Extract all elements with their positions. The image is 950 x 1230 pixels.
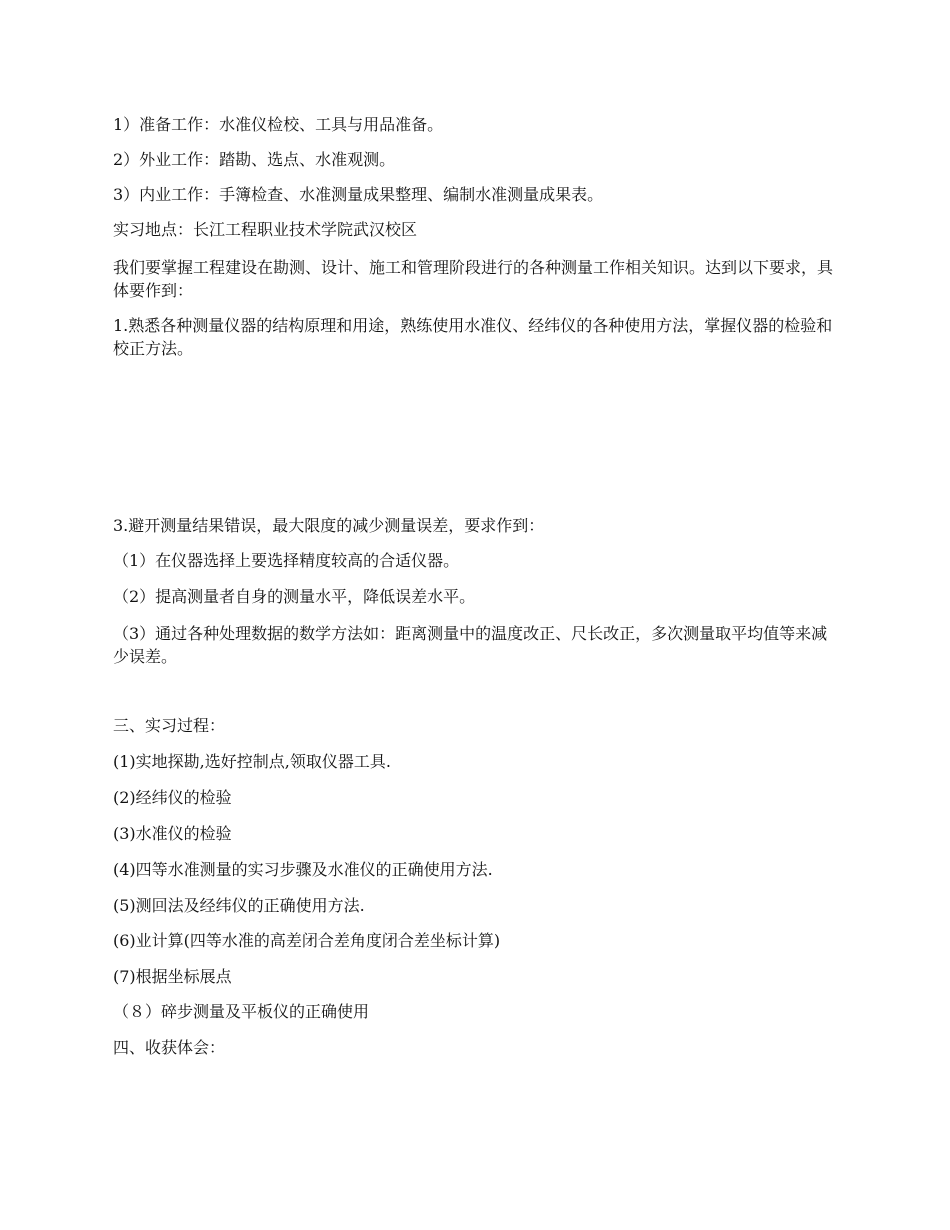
process-step-3: (3)水准仪的检验 [113, 824, 232, 843]
paragraph-requirements: 我们要掌握工程建设在勘测、设计、施工和管理阶段进行的各种测量工作相关知识。达到以下要求，具体要作到： [113, 258, 834, 300]
process-step-4: (4)四等水准测量的实习步骤及水准仪的正确使用方法. [113, 860, 493, 879]
paragraph-sub-2: （2）提高测量者自身的测量水平，降低误差水平。 [113, 587, 476, 606]
paragraph-item-1: 1.熟悉各种测量仪器的结构原理和用途，熟练使用水准仪、经纬仪的各种使用方法，掌握仪器的检验和校正方法。 [113, 316, 833, 358]
process-step-5: (5)测回法及经纬仪的正确使用方法. [113, 896, 365, 915]
paragraph-office-work: 3）内业工作：手簿检查、水准测量成果整理、编制水准测量成果表。 [113, 185, 604, 204]
paragraph-prep-work: 1）准备工作：水准仪检校、工具与用品准备。 [113, 115, 444, 134]
heading-reflections: 四、收获体会： [113, 1038, 226, 1057]
paragraph-item-3: 3.避开测量结果错误，最大限度的减少测量误差，要求作到： [113, 516, 545, 535]
process-step-6: (6)业计算(四等水准的高差闭合差角度闭合差坐标计算) [113, 931, 501, 950]
paragraph-field-work: 2）外业工作：踏勘、选点、水准观测。 [113, 150, 396, 169]
process-step-7: (7)根据坐标展点 [113, 967, 232, 986]
process-step-1: (1)实地探勘,选好控制点,领取仪器工具. [113, 752, 391, 771]
process-step-2: (2)经纬仪的检验 [113, 788, 232, 807]
paragraph-sub-1: （1）在仪器选择上要选择精度较高的合适仪器。 [113, 551, 460, 570]
paragraph-location: 实习地点：长江工程职业技术学院武汉校区 [113, 220, 418, 239]
process-step-8: （８）碎步测量及平板仪的正确使用 [113, 1002, 370, 1021]
heading-process: 三、实习过程： [113, 716, 226, 735]
paragraph-sub-3: （3）通过各种处理数据的数学方法如：距离测量中的温度改正、尺长改正，多次测量取平均值等来减少误差。 [113, 624, 828, 666]
